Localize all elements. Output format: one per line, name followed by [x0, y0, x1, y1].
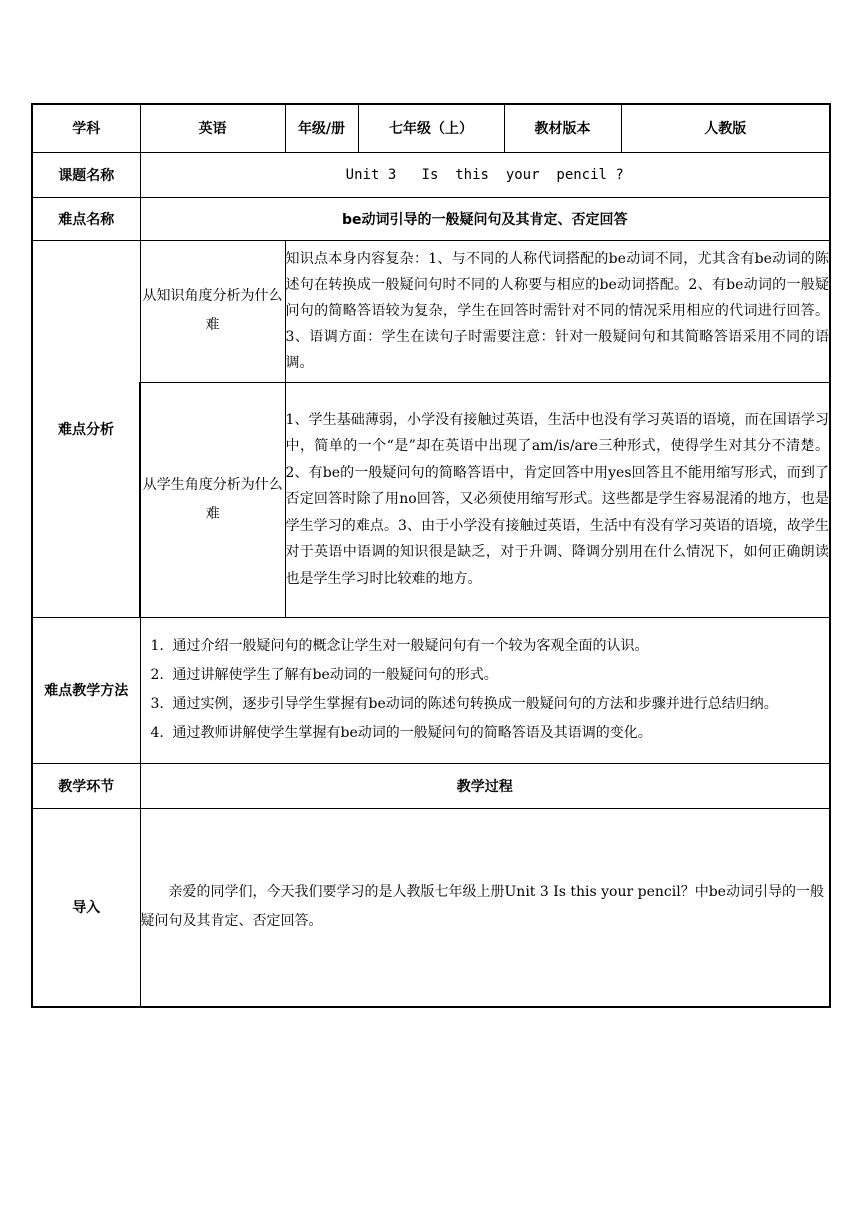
- methods-item: [147, 690, 824, 719]
- subject-label: 学科: [32, 104, 140, 152]
- methods-item-text: 通过讲解使学生了解有be动词的一般疑问句的形式。: [172, 667, 498, 683]
- difficulty-name: be动词引导的一般疑问句及其肯定、否定回答: [140, 197, 830, 240]
- subject-value: 英语: [140, 104, 285, 152]
- lesson-row: [32, 152, 830, 197]
- methods-item: [147, 719, 824, 748]
- intro-text: 亲爱的同学们，今天我们要学习的是人教版七年级上册Unit 3 Is this your pencil？中be动词引导的一般疑问句及其肯定、否定回答。: [140, 884, 824, 930]
- analysis-knowledge-row: [32, 240, 830, 382]
- methods-item-number: 3.: [150, 696, 164, 712]
- analysis-student-row: [32, 382, 830, 617]
- methods-list: [141, 629, 830, 751]
- methods-item: [147, 661, 824, 690]
- methods-item-text: 通过介绍一般疑问句的概念让学生对一般疑问句有一个较为客观全面的认识。: [172, 638, 649, 654]
- methods-cell: [140, 617, 830, 763]
- methods-item: [147, 632, 824, 661]
- methods-row: [32, 617, 830, 763]
- intro-row: [32, 808, 830, 1007]
- grade-label: 年级/册: [285, 104, 358, 152]
- methods-item-number: 2.: [150, 667, 164, 683]
- methods-item-text: 通过教师讲解使学生掌握有be动词的一般疑问句的简略答语及其语调的变化。: [172, 725, 652, 741]
- edition-label: 教材版本: [504, 104, 621, 152]
- methods-item-number: 1.: [150, 638, 164, 654]
- intro-label: 导入: [32, 808, 140, 1007]
- process-header-row: [32, 763, 830, 808]
- methods-item-text: 通过实例，逐步引导学生掌握有be动词的陈述句转换成一般疑问句的方法和步骤并进行总结归纳。: [172, 696, 778, 712]
- methods-label: 难点教学方法: [32, 617, 140, 763]
- process-label: 教学过程: [140, 763, 830, 808]
- difficulty-row: [32, 197, 830, 240]
- lesson-label: 课题名称: [32, 152, 140, 197]
- grade-value: 七年级（上）: [358, 104, 504, 152]
- lesson-plan-table: [31, 103, 831, 1008]
- intro-cell: [140, 808, 830, 1007]
- student-angle-label: 从学生角度分析为什么难: [140, 382, 285, 617]
- methods-item-number: 4.: [150, 725, 164, 741]
- lesson-title: Unit 3 Is this your pencil ?: [140, 152, 830, 197]
- knowledge-angle-text: 知识点本身内容复杂：1、与不同的人称代词搭配的be动词不同，尤其含有be动词的陈述句在转换成一般疑问句时不同的人称要与相应的be动词搭配。2、有be动词的一般疑问句的简略答语较为复杂，学生在回答时需针对不同的情况采用相应的代词进行回答。3、语调方面：学生在读句子时需要注意：针对一般疑问句和其简略答语采用不同的语调。: [285, 240, 830, 382]
- edition-value: 人教版: [621, 104, 830, 152]
- difficulty-label: 难点名称: [32, 197, 140, 240]
- student-angle-text: 1、学生基础薄弱，小学没有接触过英语，生活中也没有学习英语的语境，而在国语学习中，简单的一个“是”却在英语中出现了am/is/are三种形式，使得学生对其分不清楚。2、有be的一般疑问句的简略答语中，肯定回答中用yes回答且不能用缩写形式，而到了否定回答时除了用no回答，又必须使用缩写形式。这些都是学生容易混淆的地方，也是学生学习的难点。3、由于小学没有接触过英语，生活中有没有学习英语的语境，故学生对于英语中语调的知识很是缺乏，对于升调、降调分别用在什么情况下，如何正确朗读也是学生学习时比较难的地方。: [285, 382, 830, 617]
- header-row: [32, 104, 830, 152]
- knowledge-angle-label: 从知识角度分析为什么难: [140, 240, 285, 382]
- stage-label: 教学环节: [32, 763, 140, 808]
- analysis-label: 难点分析: [32, 240, 140, 617]
